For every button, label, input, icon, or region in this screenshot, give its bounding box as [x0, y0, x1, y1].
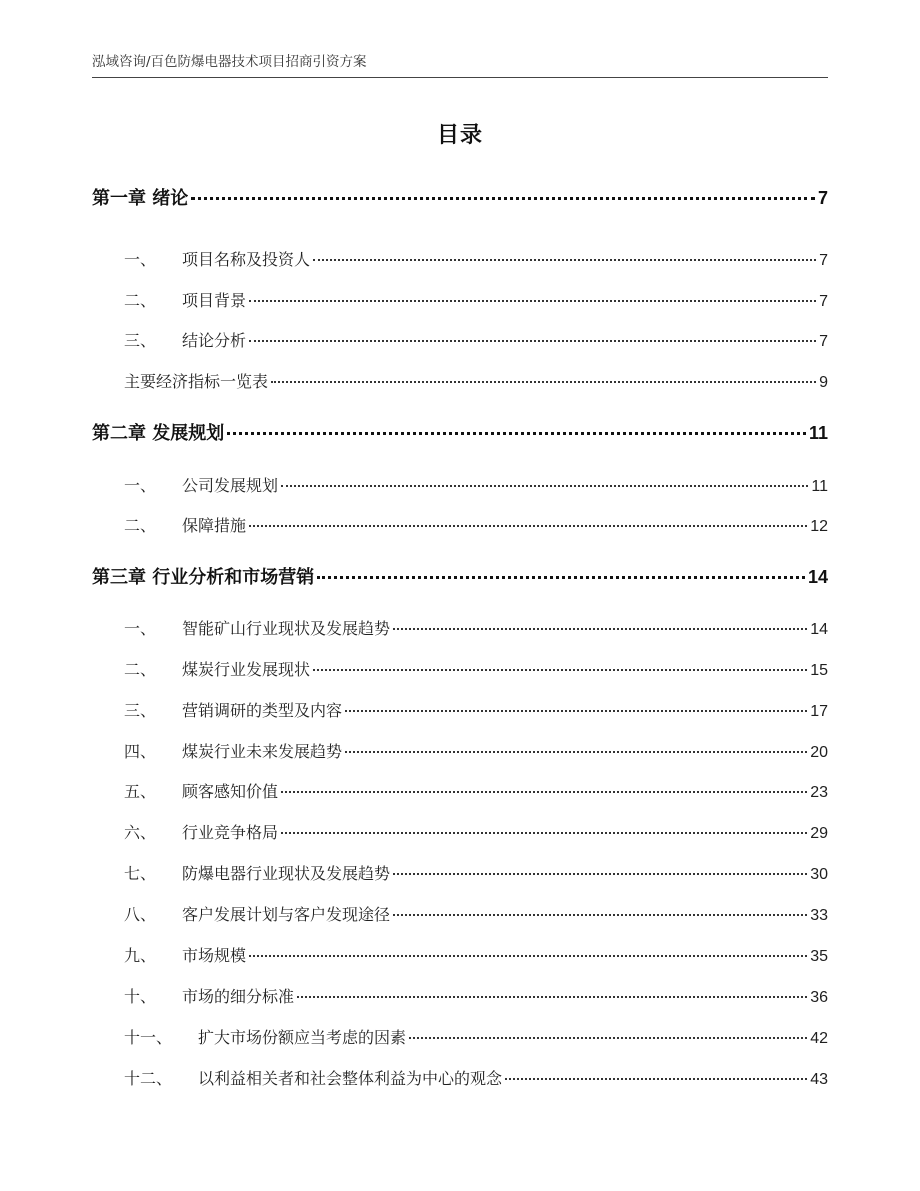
toc-page-number: 11	[808, 423, 828, 443]
toc-entry-label: 第一章 绪论	[92, 188, 189, 209]
toc-page-number: 35	[810, 948, 828, 965]
header-text: 泓域咨询/百色防爆电器技术项目招商引资方案	[92, 54, 367, 70]
toc-chapter-2[interactable]	[92, 419, 828, 445]
toc-page-number: 7	[819, 293, 828, 310]
toc-page-number: 7	[817, 188, 828, 208]
toc-section-3-12[interactable]	[92, 1066, 828, 1089]
toc-section-3-7[interactable]	[92, 861, 828, 884]
dot-leader	[345, 710, 807, 712]
toc-page-number: 29	[810, 825, 828, 842]
dot-leader	[409, 1037, 807, 1039]
toc-entry-label: 七、 防爆电器行业现状及发展趋势	[124, 864, 391, 883]
toc-section-3-4[interactable]	[92, 739, 828, 762]
toc-section-3-3[interactable]	[92, 698, 828, 721]
toc-page-number: 9	[819, 374, 828, 391]
toc-entry-label: 八、 客户发展计划与客户发现途径	[124, 905, 391, 924]
toc-entry-label: 主要经济指标一览表	[124, 372, 269, 391]
toc-section-2-2[interactable]	[92, 513, 828, 536]
toc-page-number: 33	[810, 907, 828, 924]
toc-entry-label: 一、 智能矿山行业现状及发展趋势	[124, 619, 391, 638]
toc-entry-label: 第三章 行业分析和市场营销	[92, 567, 315, 588]
dot-leader	[297, 996, 807, 998]
toc-page-number: 12	[810, 518, 828, 535]
dot-leader	[281, 485, 808, 487]
dot-leader	[249, 340, 816, 342]
toc-entry-label: 十一、 扩大市场份额应当考虑的因素	[124, 1028, 407, 1047]
toc-entry-label: 一、 公司发展规划	[124, 476, 279, 495]
toc-entry-label: 六、 行业竞争格局	[124, 823, 279, 842]
toc-section-1-table[interactable]	[92, 369, 828, 392]
toc-page-number: 43	[810, 1071, 828, 1088]
toc-section-3-1[interactable]	[92, 616, 828, 639]
toc-section-3-10[interactable]	[92, 984, 828, 1007]
dot-leader	[281, 791, 807, 793]
toc-chapter-1[interactable]	[92, 184, 828, 210]
toc-section-3-5[interactable]	[92, 779, 828, 802]
dot-leader	[393, 914, 807, 916]
toc-page-number: 30	[810, 866, 828, 883]
toc-entry-label: 二、 煤炭行业发展现状	[124, 660, 311, 679]
toc-section-2-1[interactable]	[92, 473, 828, 496]
toc-page-number: 36	[810, 989, 828, 1006]
toc-page-number: 42	[810, 1030, 828, 1047]
toc-title: 目录	[436, 123, 483, 148]
toc-entry-label: 十、 市场的细分标准	[124, 987, 295, 1006]
toc-entry-label: 三、 结论分析	[124, 331, 247, 350]
toc-entry-label: 四、 煤炭行业未来发展趋势	[124, 742, 343, 761]
toc-section-3-2[interactable]	[92, 657, 828, 680]
toc-entry-label: 二、 保障措施	[124, 516, 247, 535]
toc-entry-label: 九、 市场规模	[124, 946, 247, 965]
toc-entry-label: 二、 项目背景	[124, 291, 247, 310]
dot-leader	[281, 832, 807, 834]
table-of-contents	[92, 0, 828, 1191]
toc-page-number: 15	[810, 662, 828, 679]
dot-leader	[249, 525, 807, 527]
dot-leader	[393, 628, 807, 630]
toc-page-number: 20	[810, 744, 828, 761]
toc-section-1-3[interactable]	[92, 328, 828, 351]
toc-section-3-9[interactable]	[92, 943, 828, 966]
toc-entry-label: 一、 项目名称及投资人	[124, 250, 311, 269]
toc-entry-label: 五、 顾客感知价值	[124, 782, 279, 801]
dot-leader	[317, 576, 805, 579]
dot-leader	[249, 300, 816, 302]
dot-leader	[505, 1078, 807, 1080]
dot-leader	[345, 751, 807, 753]
dot-leader	[313, 669, 807, 671]
toc-entry-label: 第二章 发展规划	[92, 423, 225, 444]
toc-page-number: 17	[810, 703, 828, 720]
toc-page-number: 14	[807, 567, 828, 587]
toc-section-1-1[interactable]	[92, 247, 828, 270]
toc-entry-label: 三、 营销调研的类型及内容	[124, 701, 343, 720]
toc-entry-label: 十二、 以利益相关者和社会整体利益为中心的观念	[124, 1069, 503, 1088]
dot-leader	[249, 955, 807, 957]
toc-chapter-3[interactable]	[92, 563, 828, 589]
toc-page-number: 7	[819, 252, 828, 269]
toc-section-3-8[interactable]	[92, 902, 828, 925]
dot-leader	[227, 432, 806, 435]
toc-page-number: 7	[819, 333, 828, 350]
toc-page-number: 23	[810, 784, 828, 801]
toc-section-3-6[interactable]	[92, 820, 828, 843]
toc-section-3-11[interactable]	[92, 1025, 828, 1048]
toc-page-number: 14	[810, 621, 828, 638]
dot-leader	[313, 259, 816, 261]
dot-leader	[271, 381, 816, 383]
dot-leader	[191, 197, 815, 200]
toc-page-number: 11	[811, 478, 828, 495]
dot-leader	[393, 873, 807, 875]
toc-section-1-2[interactable]	[92, 288, 828, 311]
